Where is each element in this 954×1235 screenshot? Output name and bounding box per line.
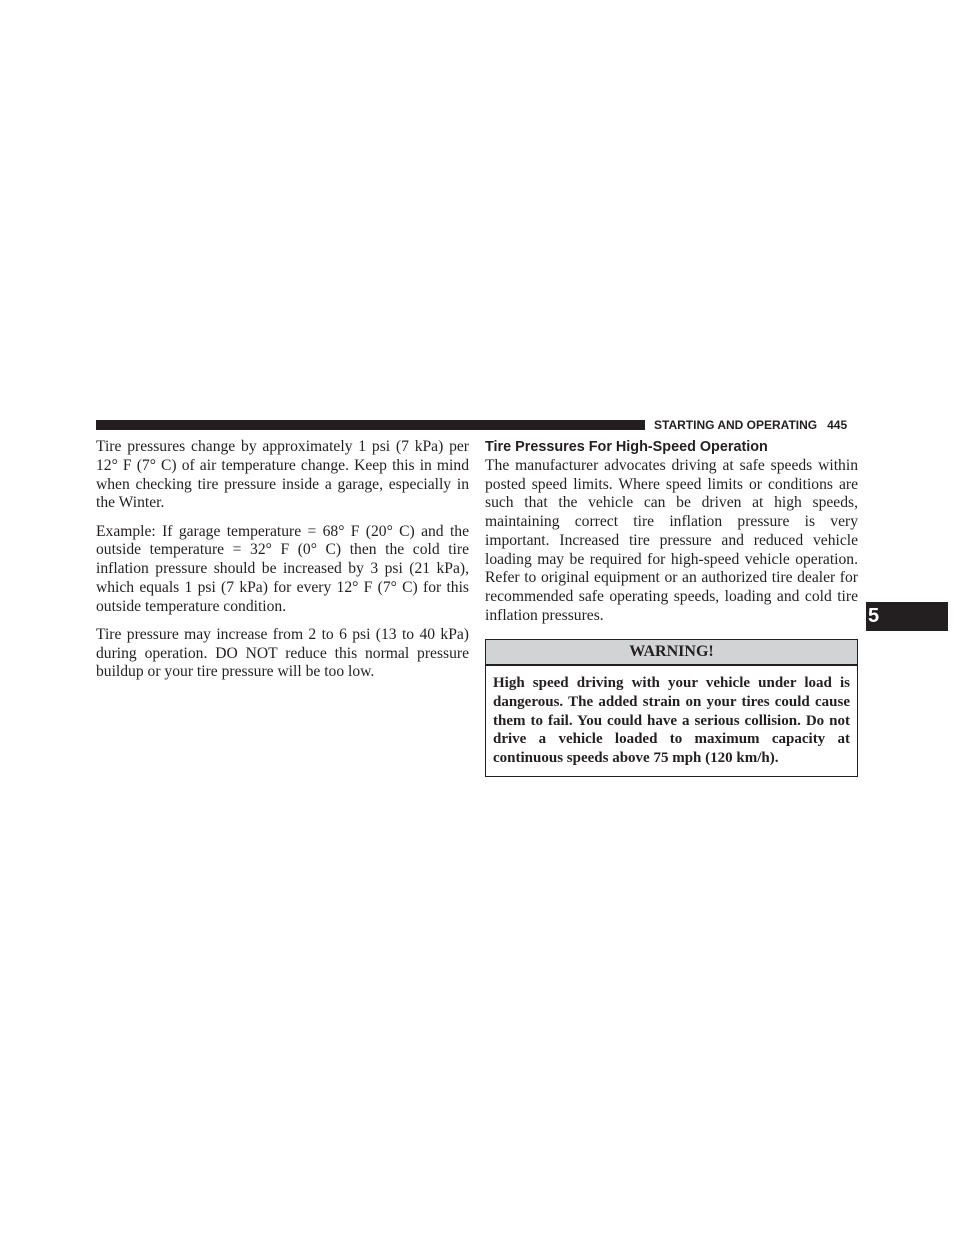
chapter-tab [866, 602, 948, 631]
warning-box [485, 639, 858, 777]
paragraph-operation-increase: Tire pressure may increase from 2 to 6 psi (13 to 40 kPa) during operation. DO NOT reduce this normal pressure buildup or your tire pressure will be too low. [96, 625, 469, 681]
paragraph-high-speed: The manufacturer advocates driving at safe speeds within posted speed limits. Where speed limits or conditions are such that the vehicle can be driven at high speeds, maintaining correct tire inflation pressure is very important. Increased tire pressure and reduced vehicle loading may be required for high-speed vehicle operation. Refer to original equipment or an authorized tire dealer for recommended safe operating speeds, loading and cold tire inflation pressures. [485, 456, 858, 624]
paragraph-temperature-change: Tire pressures change by approximately 1 psi (7 kPa) per 12° F (7° C) of air temperature change. Keep this in mind when checking tire pressure inside a garage, especially in the Winter. [96, 438, 469, 512]
header-rule [96, 420, 645, 430]
warning-text: High speed driving with your vehicle under load is dangerous. The added strain on your tires could cause them to fail. You could have a serious collision. Do not drive a vehicle loaded to maximum capacity at continuous speeds above 75 mph (120 km/h). [493, 675, 850, 766]
chapter-number: 5 [868, 605, 880, 627]
warning-title: WARNING! [486, 640, 857, 666]
right-column [485, 438, 858, 635]
page-number: 445 [827, 418, 848, 432]
running-header [654, 417, 858, 433]
section-heading: Tire Pressures For High-Speed Operation [485, 439, 768, 455]
section-title: STARTING AND OPERATING [654, 418, 818, 432]
left-column [96, 438, 469, 692]
paragraph-example: Example: If garage temperature = 68° F (20° C) and the outside temperature = 32° F (0° C) then the cold tire inflation pressure should be increased by 3 psi (21 kPa), which equals 1 psi (7 kPa) for every 12° F (7° C) for this outside temperature condition. [96, 522, 469, 615]
